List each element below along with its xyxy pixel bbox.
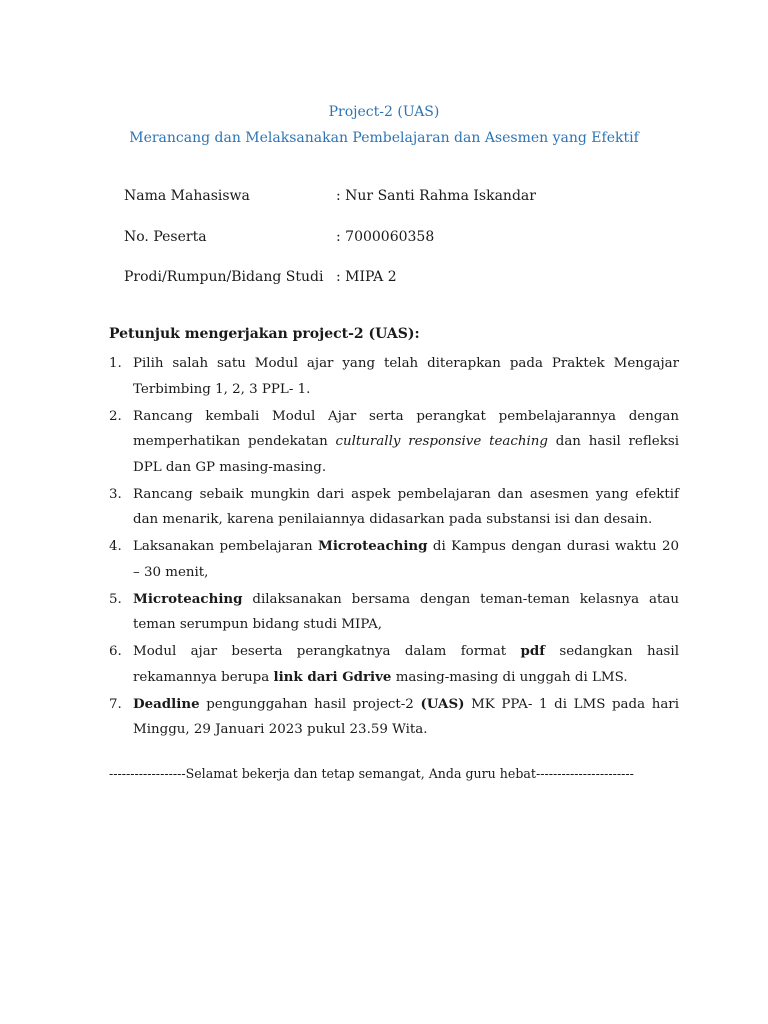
program-label: Prodi/Rumpun/Bidang Studi [124, 269, 324, 285]
item-emphasis: culturally responsive teaching [335, 434, 548, 449]
name-label: Nama Mahasiswa [124, 188, 250, 204]
item-text: Laksanakan pembelajaran [133, 539, 319, 554]
item-text: Pilih salah satu Modul ajar yang telah diterapkan pada Praktek Mengajar Terbimbing 1, 2, 3 PPL- 1. [133, 356, 679, 397]
item-text: sedangkan hasil rekamannya berupa [133, 644, 679, 685]
item-bold: Microteaching [133, 590, 243, 607]
item-bold: link dari Gdrive [273, 668, 392, 685]
document-title: Project-2 (UAS) [328, 104, 440, 120]
list-item-6 [109, 639, 679, 690]
item-text: di Kampus dengan durasi waktu 20 – 30 menit, [133, 539, 679, 580]
item-number: 6. [109, 644, 122, 659]
item-number: 7. [109, 696, 122, 712]
item-text: dan hasil refleksi DPL dan GP masing-masing. [133, 434, 679, 475]
item-text: dilaksanakan bersama dengan teman-teman kelasnya atau teman serumpun bidang studi MIPA, [133, 591, 679, 632]
closing-message: ------------------Selamat bekerja dan tetap semangat, Anda guru hebat----------------------- [109, 766, 634, 781]
item-bold: Deadline [133, 695, 200, 712]
item-number: 5. [109, 591, 122, 607]
item-text: pengunggahan hasil project-2 [199, 696, 421, 712]
item-text: Rancang kembali Modul Ajar serta perangkat pembelajarannya dengan memperhatikan pendekatan [133, 408, 679, 449]
list-item-1 [109, 351, 679, 402]
name-value: : Nur Santi Rahma Iskandar [336, 188, 536, 204]
instructions-list [109, 351, 679, 744]
item-bold: Microteaching [318, 538, 428, 554]
item-text: masing-masing di unggah di LMS. [391, 669, 628, 685]
instructions-heading: Petunjuk mengerjakan project-2 (UAS): [109, 326, 420, 342]
document-subtitle: Merancang dan Melaksanakan Pembelajaran dan Asesmen yang Efektif [129, 130, 639, 146]
item-text: Rancang sebaik mungkin dari aspek pembelajaran dan asesmen yang efektif dan menarik, karena penilaiannya didasarkan pada substansi isi dan desain. [133, 486, 679, 527]
list-item-2 [109, 404, 679, 481]
item-number: 2. [109, 408, 122, 424]
list-item-4 [109, 534, 679, 585]
list-item-3 [109, 482, 679, 533]
item-number: 1. [109, 356, 122, 371]
item-bold: pdf [520, 643, 546, 659]
item-text: MK PPA- 1 di LMS pada hari Minggu, 29 Januari 2023 pukul 23.59 Wita. [133, 696, 679, 737]
item-bold: (UAS) [420, 695, 465, 712]
list-item-7 [109, 692, 679, 743]
program-value: : MIPA 2 [336, 269, 397, 285]
list-item-5 [109, 587, 679, 638]
item-text: Modul ajar beserta perangkatnya dalam format [133, 644, 521, 659]
item-number: 4. [109, 539, 122, 554]
id-label: No. Peserta [124, 229, 207, 245]
id-value: : 7000060358 [336, 229, 435, 245]
item-number: 3. [109, 486, 122, 502]
